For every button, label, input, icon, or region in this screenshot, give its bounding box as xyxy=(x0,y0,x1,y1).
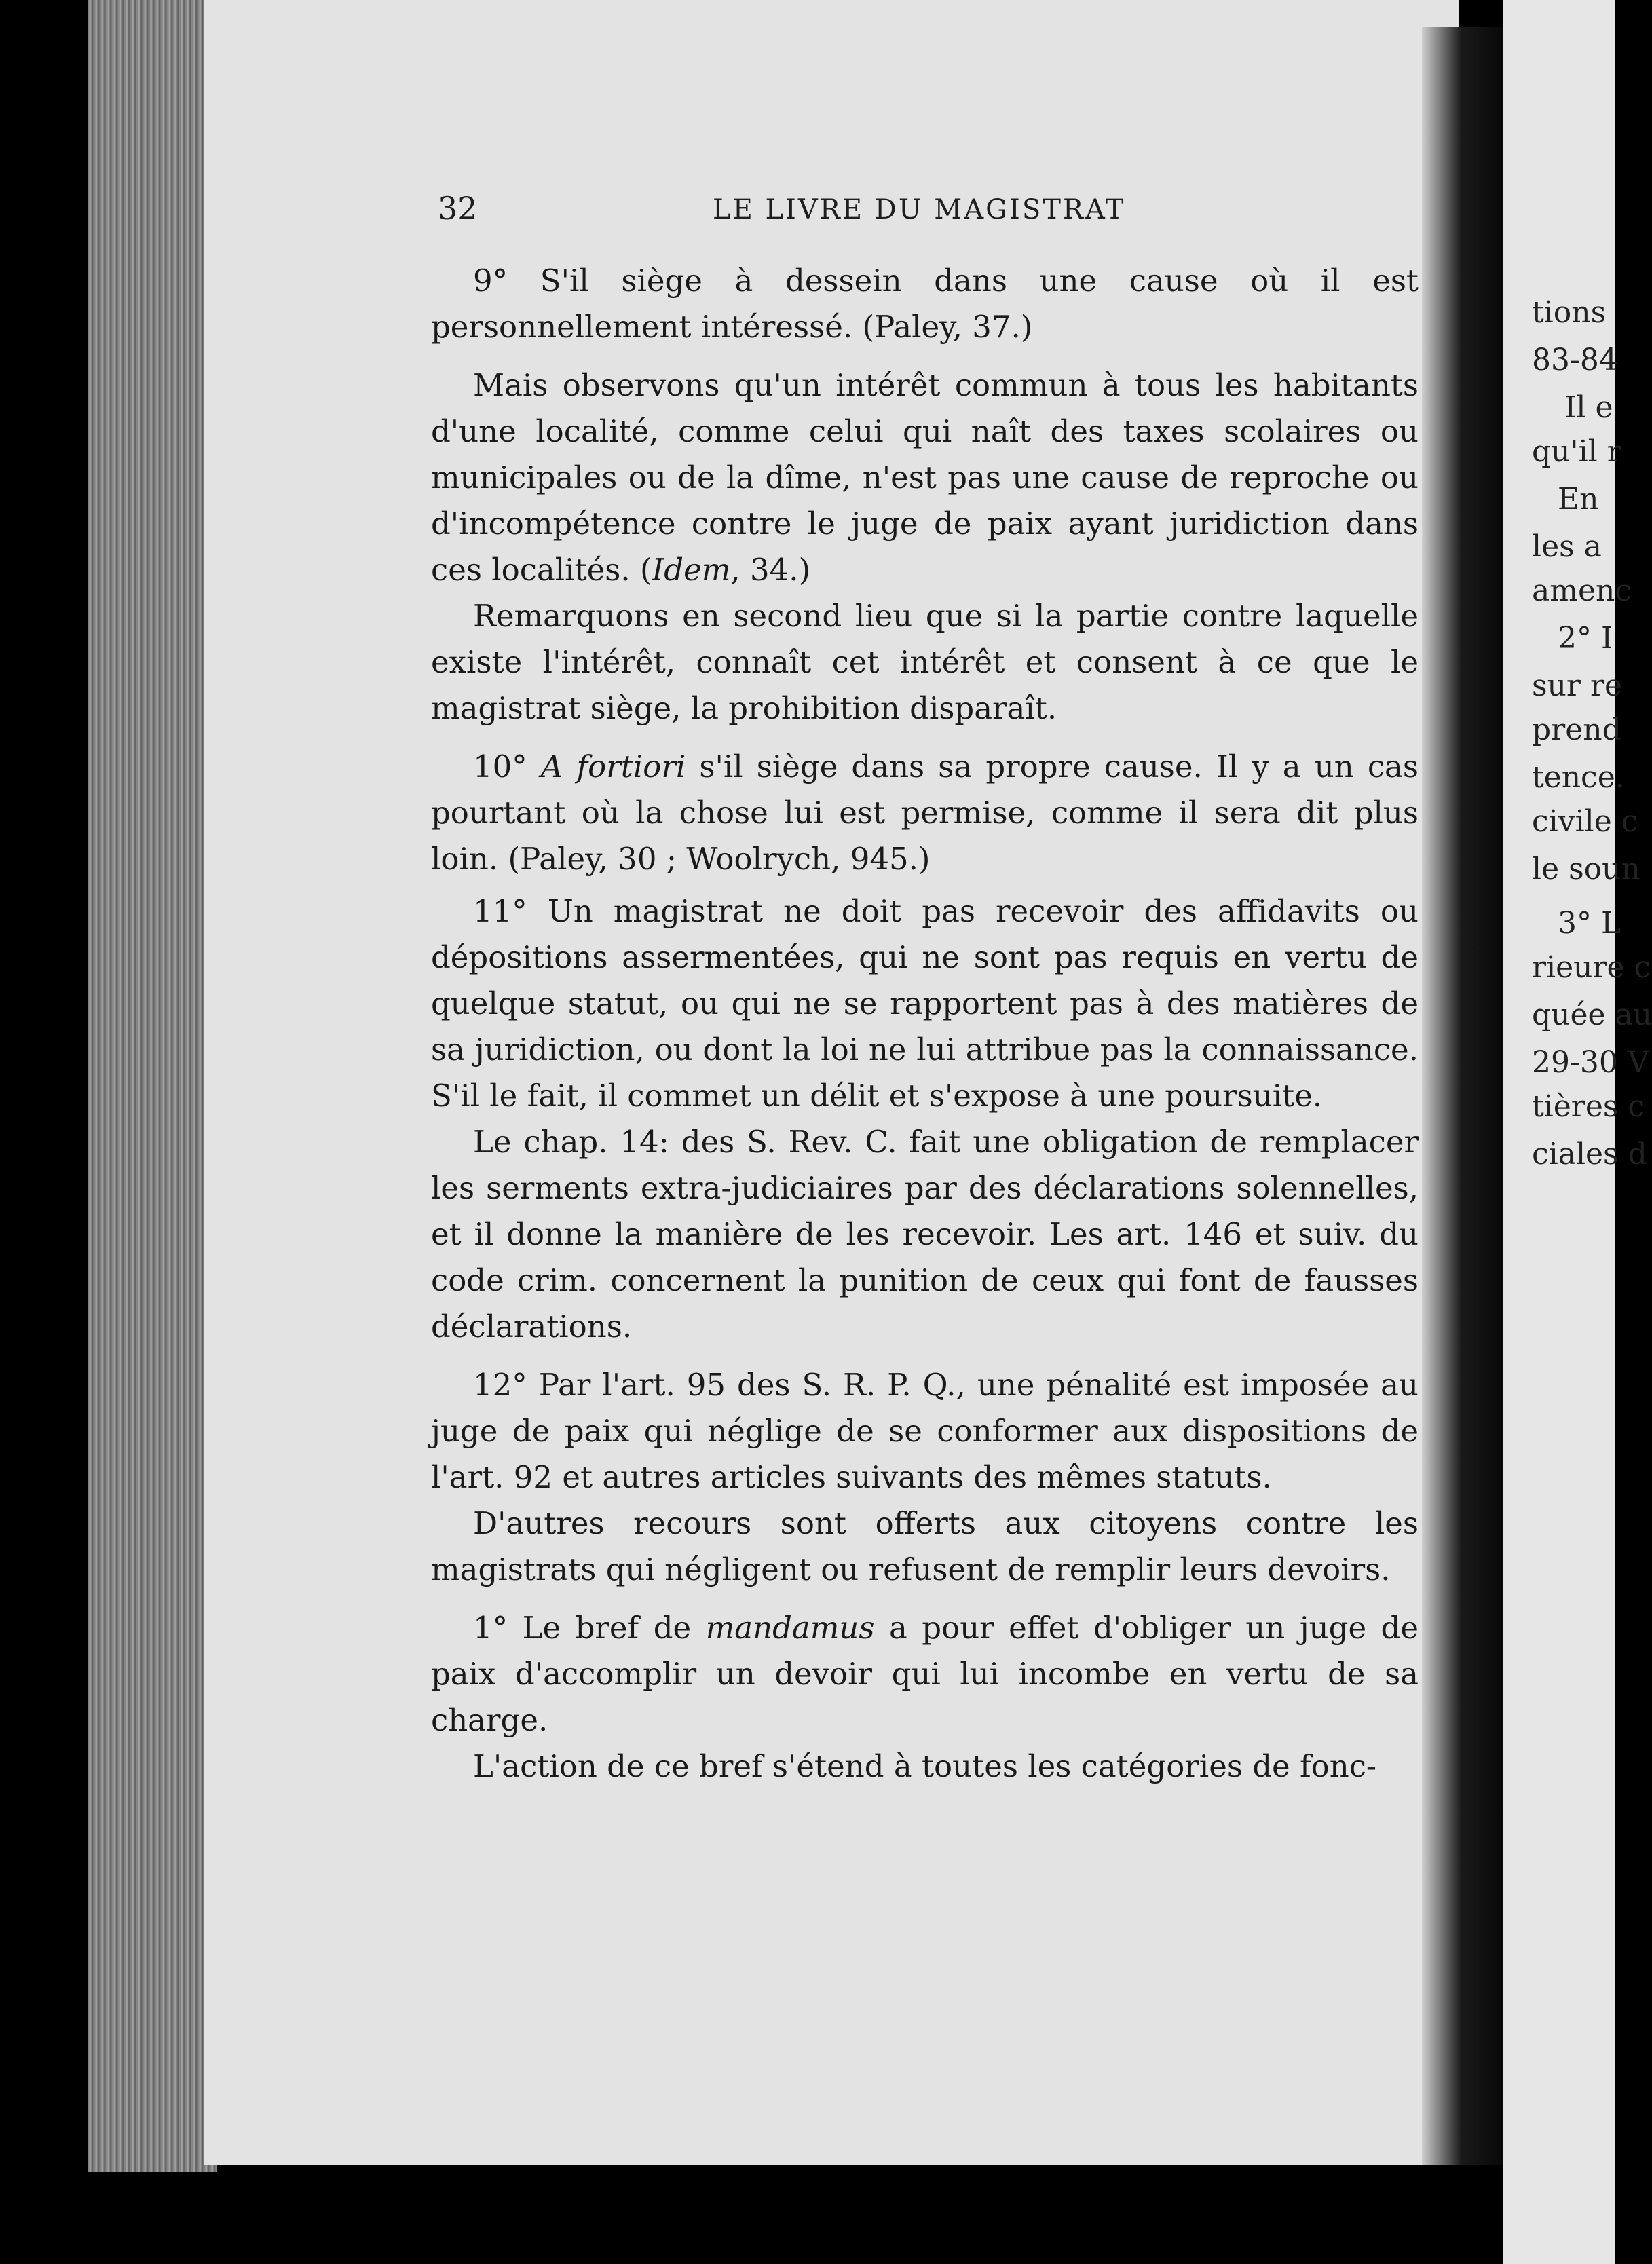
paragraph-10: 10° A fortiori s'il siège dans sa propre cause. Il y a un cas pourtant où la chose lui est permise, comme il sera dit plus loin. (Paley, 30 ; Woolrych, 945.) xyxy=(431,749,1419,877)
paragraph-recours: D'autres recours sont offerts aux citoyens contre les magistrats qui négligent ou refusent de remplir leurs devoirs. xyxy=(431,1505,1419,1587)
paragraph-9: 9° S'il siège à dessein dans une cause où il est personnellement intéressé. (Paley, 37.) xyxy=(431,263,1419,345)
facing-page-line: le soun xyxy=(1532,852,1640,886)
facing-page-line: tières c xyxy=(1532,1089,1645,1124)
facing-page-line: amenc xyxy=(1532,573,1632,608)
running-title: LE LIVRE DU MAGISTRAT xyxy=(713,194,1126,225)
facing-page-line: tence. xyxy=(1532,760,1625,795)
paragraph-action-bref: L'action de ce bref s'étend à toutes les catégories de fonc- xyxy=(473,1748,1377,1784)
paragraph-remarquons: Remarquons en second lieu que si la partie contre laquelle existe l'intérêt, connaît cet intérêt et consent à ce que le magistrat siège, la prohibition disparaît. xyxy=(431,598,1419,726)
paragraph-11: 11° Un magistrat ne doit pas recevoir des affidavits ou dépositions assermentées, qui ne sont pas requis en vertu de quelque statut, ou qui ne se rapportent pas à des matières de sa juridiction, ou dont la loi ne lui attribue pas la connaissance. S'il le fait, il commet un délit et s'expose à une poursuite. xyxy=(431,893,1419,1114)
facing-page-line: 2° I xyxy=(1558,621,1613,656)
facing-page xyxy=(1503,0,1652,2264)
page-number: 32 xyxy=(438,190,478,227)
facing-page-line: 83-84 xyxy=(1532,343,1618,377)
facing-page-line: Il e xyxy=(1564,390,1613,425)
facing-page-line: tions xyxy=(1532,295,1607,330)
facing-page-line: rieure c xyxy=(1532,950,1651,985)
facing-page-line: ciales d xyxy=(1532,1137,1647,1171)
facing-page-line: les a xyxy=(1532,529,1602,564)
facing-page-line: qu'il r xyxy=(1532,434,1621,469)
spine-shadow xyxy=(1422,27,1510,2165)
facing-page-line: prend xyxy=(1532,713,1621,747)
page-header xyxy=(438,190,1425,231)
paragraph-12: 12° Par l'art. 95 des S. R. P. Q., une pénalité est imposée au juge de paix qui néglige de se conformer aux dispositions de l'art. 92 et autres articles suivants des mêmes statuts. xyxy=(431,1367,1419,1495)
facing-page-line: 3° L xyxy=(1558,906,1621,941)
paragraph-chap-14: Le chap. 14: des S. Rev. C. fait une obligation de remplacer les serments extra-judiciaires par des déclarations solennelles, et il donne la manière de les recevoir. Les art. 146 et suiv. du code crim. concernent la punition de ceux qui font de fausses déclarations. xyxy=(431,1124,1419,1344)
facing-page-line: sur re xyxy=(1532,668,1623,703)
facing-page-line: civile c xyxy=(1532,804,1638,839)
paragraph-mandamus: 1° Le bref de mandamus a pour effet d'obliger un juge de paix d'accomplir un devoir qui lui incombe en vertu de sa charge. xyxy=(431,1610,1419,1738)
facing-page-line: En xyxy=(1558,482,1599,516)
paragraph-observons: Mais observons qu'un intérêt commun à tous les habitants d'une localité, comme celui qui naît des taxes scolaires ou municipales ou de la dîme, n'est pas une cause de reproche ou d'incompétence contre le juge de paix ayant juridiction dans ces localités. (Idem, 34.) xyxy=(431,367,1419,588)
facing-page-line: 29-30 V xyxy=(1532,1045,1649,1080)
facing-page-line: quée au xyxy=(1532,998,1652,1032)
page-edges xyxy=(88,0,217,2172)
page-body xyxy=(431,258,1419,1796)
